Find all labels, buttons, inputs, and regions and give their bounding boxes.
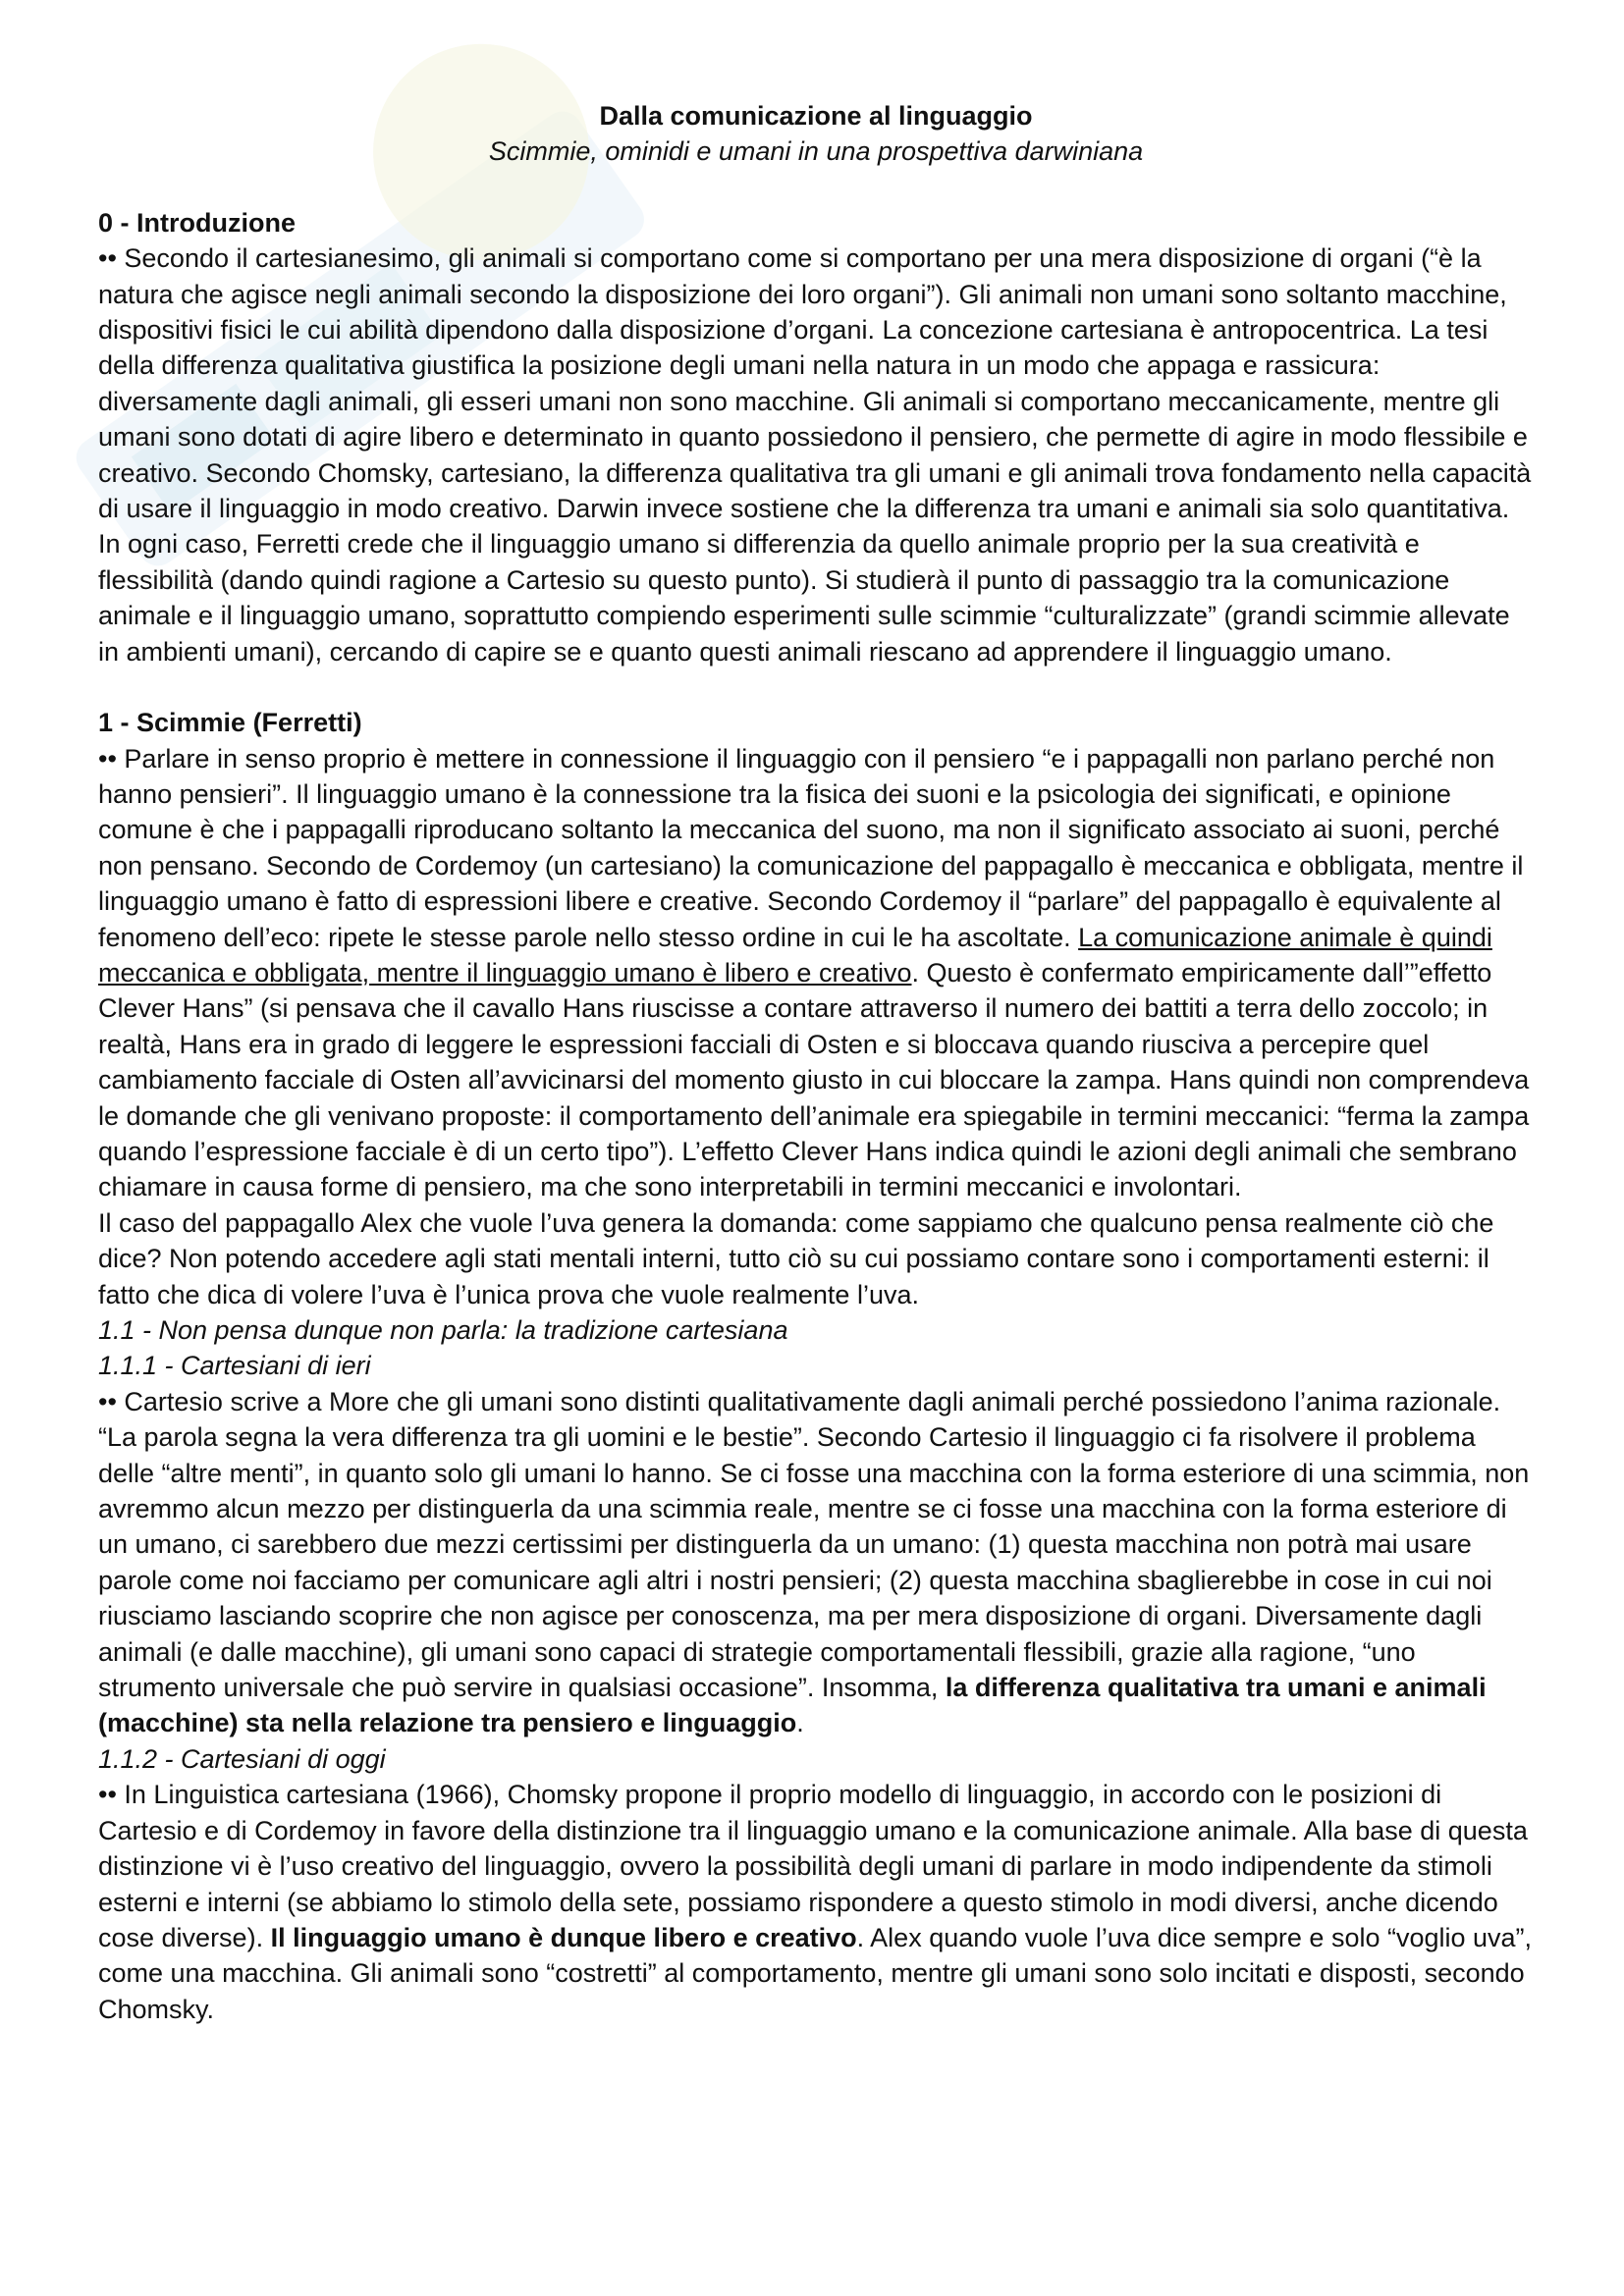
section-1-1-2-p1-bold: Il linguaggio umano è dunque libero e creativo [270,1922,857,1952]
section-1-1-2-paragraph [98,1777,1534,2027]
section-1-1-1-p1-bold: la differenza qualitativa tra umani e animali (macchine) sta nella relazione tra pensiero e linguaggio [98,1673,1487,1738]
section-1-p1-start: •• Parlare in senso proprio è mettere in connessione il linguaggio con il pensiero “e i pappagalli non parlano perché non hanno pensieri”. Il linguaggio umano è la connessione tra la fisica dei suoni e la psicologia dei significati, e opinione comune è che i pappagalli riproducano soltanto la meccanica del suono, ma non il significato associato ai suoni, perché non pensano. Secondo de Cordemoy (un cartesiano) la comunicazione del pappagallo è meccanica e obbligata, mentre il linguaggio umano è fatto di espressioni libere e creative. Secondo Cordemoy il “parlare” del pappagallo è equivalente al fenomeno dell’eco: ripete le stesse parole nello stesso ordine in cui le ha ascoltate. [98,743,1524,952]
section-1-1-1-heading: 1.1.1 - Cartesiani di ieri [98,1351,371,1381]
document-title: Dalla comunicazione al linguaggio [599,101,1033,131]
section-0-heading: 0 - Introduzione [98,207,296,238]
section-0-paragraph: •• Secondo il cartesianesimo, gli animali si comportano come si comportano per una mera disposizione di organi (“è la natura che agisce negli animali secondo la disposizione dei loro organi”). Gli animali non umani sono soltanto macchine, dispositivi fisici le cui abilità dipendono dalla disposizione d’organi. La concezione cartesiana è antropocentrica. La tesi della differenza qualitativa giustifica la posizione degli umani nella natura in un modo che appaga e rassicura: diversamente dagli animali, gli esseri umani non sono macchine. Gli animali si comportano meccanicamente, mentre gli umani sono dotati di agire libero e determinato in quanto possiedono il pensiero, che permette di agire in modo flessibile e creativo. Secondo Chomsky, cartesiano, la differenza qualitativa tra gli umani e gli animali trova fondamento nella capacità di usare il linguaggio in modo creativo. Darwin invece sostiene che la differenza tra umani e animali sia solo quantitativa. In ogni caso, Ferretti crede che il linguaggio umano si differenzia da quello animale proprio per la sua creatività e flessibilità (dando quindi ragione a Cartesio su questo punto). Si studierà il punto di passaggio tra la comunicazione animale e il linguaggio umano, soprattutto compiendo esperimenti sulle scimmie “culturalizzate” (grandi scimmie allevate in ambienti umani), cercando di capire se e quanto questi animali riescano ad apprendere il linguaggio umano. [98,243,1532,667]
document-subtitle: Scimmie, ominidi e umani in una prospettiva darwiniana [488,136,1144,167]
section-1-1-2-heading: 1.1.2 - Cartesiani di oggi [98,1743,386,1774]
section-1-1-1-p1-end: . [796,1708,804,1738]
section-1-p1-end: . Questo è confermato empiricamente dall’”effetto Clever Hans” (si pensava che il cavallo Hans riuscisse a contare attraverso il numero dei battiti a terra dello zoccolo; in realtà, Hans era in grado di leggere le espressioni facciali di Osten e si bloccava quando riusciva a percepire quel cambiamento facciale di Osten all’avvicinarsi del momento giusto in cui bloccare la zampa. Hans quindi non comprendeva le domande che gli venivano proposte: il comportamento dell’animale era spiegabile in termini meccanici: “ferma la zampa quando l’espressione facciale è di un certo tipo”). L’effetto Clever Hans indica quindi le azioni degli animali che sembrano chiamare in causa forme di pensiero, ma che sono interpretabili in termini meccanici e involontari. [98,957,1530,1202]
section-1-p1-underlined: La comunicazione animale è quindi meccanica e obbligata, mentre il linguaggio umano è libero e creativo [98,922,1492,988]
section-1-paragraph-2: Il caso del pappagallo Alex che vuole l’uva genera la domanda: come sappiamo che qualcuno pensa realmente ciò che dice? Non potendo accedere agli stati mentali interni, tutto ciò su cui possiamo contare sono i comportamenti esterni: il fatto che dica di volere l’uva è l’unica prova che vuole realmente l’uva. [98,1207,1494,1309]
section-1-1-1-p1-start: •• Cartesio scrive a More che gli umani sono distinti qualitativamente dagli animali perché possiedono l’anima razionale. “La parola segna la vera differenza tra gli uomini e le bestie”. Secondo Cartesio il linguaggio ci fa risolvere il problema delle “altre menti”, in quanto solo gli umani lo hanno. Se ci fosse una macchina con la forma esteriore di una scimmia, non avremmo alcun mezzo per distinguerla da una scimmia reale, mentre se ci fosse una macchina con la forma esteriore di un umano, ci sarebbero due mezzi certissimi per distinguerla da un umano: (1) questa macchina non potrà mai usare parole come noi facciamo per comunicare agli altri i nostri pensieri; (2) questa macchina sbaglierebbe in cose in cui noi riusciamo lasciando scoprire che non agisce per conoscenza, ma per mera disposizione di organi. Diversamente dagli animali (e dalle macchine), gli umani sono capaci di strategie comportamentali flessibili, grazie alla ragione, “uno strumento universale che può servire in qualsiasi occasione”. Insomma, [98,1386,1530,1703]
section-1-1-2-p1-start: •• In Linguistica cartesiana (1966), Chomsky propone il proprio modello di linguaggio, in accordo con le posizioni di Cartesio e di Cordemoy in favore della distinzione tra il linguaggio umano e la comunicazione animale. Alla base di questa distinzione vi è l’uso creativo del linguaggio, ovvero la possibilità degli umani di parlare in modo indipendente da stimoli esterni e interni (se abbiamo lo stimolo della sete, possiamo rispondere a questo stimolo in modi diversi, anche dicendo cose diverse). [98,1780,1528,1952]
section-1-heading: 1 - Scimmie (Ferretti) [98,708,362,738]
section-1-1-1-paragraph [98,1384,1534,1741]
document-page [98,98,1534,2027]
section-1-1-heading: 1.1 - Non pensa dunque non parla: la tradizione cartesiana [98,1315,788,1345]
section-1-paragraph-1 [98,741,1534,1205]
section-1-1-2-p1-end: . Alex quando vuole l’uva dice sempre e solo “voglio uva”, come una macchina. Gli animali sono “costretti” al comportamento, mentre gli umani sono solo incitati e disposti, secondo Chomsky. [98,1922,1533,2024]
